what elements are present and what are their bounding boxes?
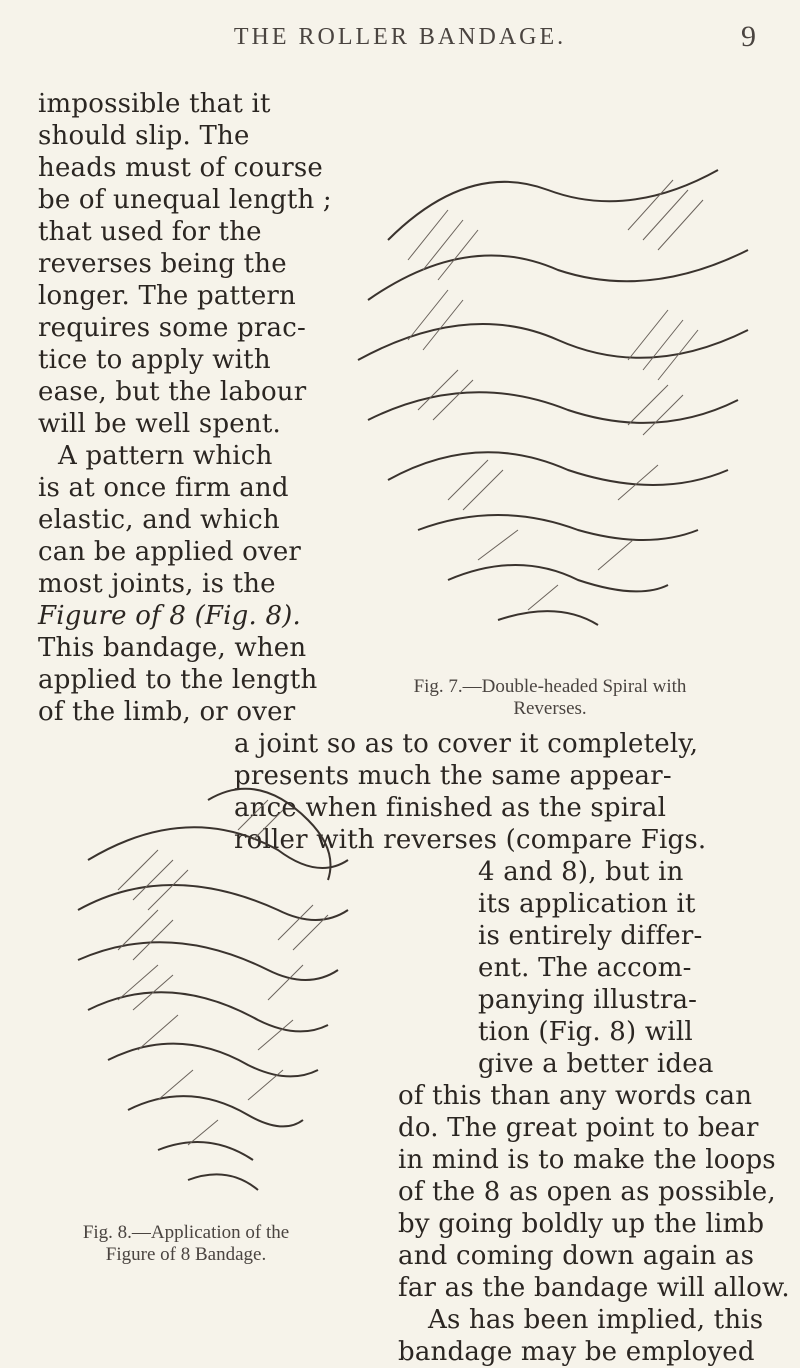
text-line: by going boldly up the limb	[398, 1209, 765, 1239]
text-line: tice to apply with	[38, 345, 271, 375]
text-line: reverses being the	[38, 249, 287, 279]
text-line: be of unequal length ;	[38, 185, 332, 215]
text-line: should slip. The	[38, 121, 250, 151]
text-line: its application it	[478, 889, 696, 919]
text-line: can be applied over	[38, 537, 302, 567]
text-line: give a better idea	[478, 1049, 714, 1079]
text-line: far as the bandage will allow.	[398, 1273, 790, 1303]
text-line: bandage may be employed	[398, 1337, 755, 1367]
text-line: This bandage, when	[38, 633, 307, 663]
text-line: As has been implied, this	[428, 1305, 764, 1335]
page-number: 9	[741, 20, 756, 53]
page-header	[0, 18, 800, 58]
text-line: ance when finished as the spiral	[234, 793, 667, 823]
text-line: ent. The accom-	[478, 953, 692, 983]
text-line: of this than any words can	[398, 1081, 753, 1111]
text-line: roller with reverses (compare Figs.	[234, 825, 707, 855]
figure-8	[48, 740, 364, 1302]
text-line: longer. The pattern	[38, 281, 296, 311]
figure-of-8-bandage-illustration	[48, 740, 364, 1210]
text-line: impossible that it	[38, 89, 271, 119]
text-line: in mind is to make the loops	[398, 1145, 776, 1175]
text-line: presents much the same appear-	[234, 761, 672, 791]
text-line: most joints, is the	[38, 569, 276, 599]
text-line: tion (Fig. 8) will	[478, 1017, 693, 1047]
spiral-bandage-illustration	[328, 80, 768, 720]
text-line: that used for the	[38, 217, 262, 247]
text-line: Figure of 8 (Fig. 8).	[38, 601, 301, 631]
figure-7-caption: Fig. 7.—Double-headed Spiral with	[413, 676, 687, 697]
text-line: a joint so as to cover it completely,	[234, 729, 699, 759]
figure-8-caption-line2: Figure of 8 Bandage.	[105, 1244, 267, 1265]
figure-7-caption-line2: Reverses.	[513, 698, 587, 719]
text-line: heads must of course	[38, 153, 323, 183]
text-line: will be well spent.	[38, 409, 281, 439]
text-line: elastic, and which	[38, 505, 280, 535]
text-line: is entirely differ-	[478, 921, 703, 951]
text-line: is at once firm and	[38, 473, 289, 503]
text-line: requires some prac-	[38, 313, 306, 343]
text-line: of the 8 as open as possible,	[398, 1177, 776, 1207]
text-line: of the limb, or over	[38, 697, 296, 727]
text-line: A pattern which	[58, 441, 273, 471]
text-line: ease, but the labour	[38, 377, 307, 407]
text-line: 4 and 8), but in	[478, 857, 684, 887]
running-head: THE ROLLER BANDAGE.	[233, 24, 567, 50]
text-line: do. The great point to bear	[398, 1113, 759, 1143]
figure-8-caption: Fig. 8.—Application of the	[82, 1222, 290, 1243]
figure-7	[328, 80, 768, 720]
text-line: panying illustra-	[478, 985, 698, 1015]
text-line: applied to the length	[38, 665, 318, 695]
text-line: and coming down again as	[398, 1241, 755, 1271]
